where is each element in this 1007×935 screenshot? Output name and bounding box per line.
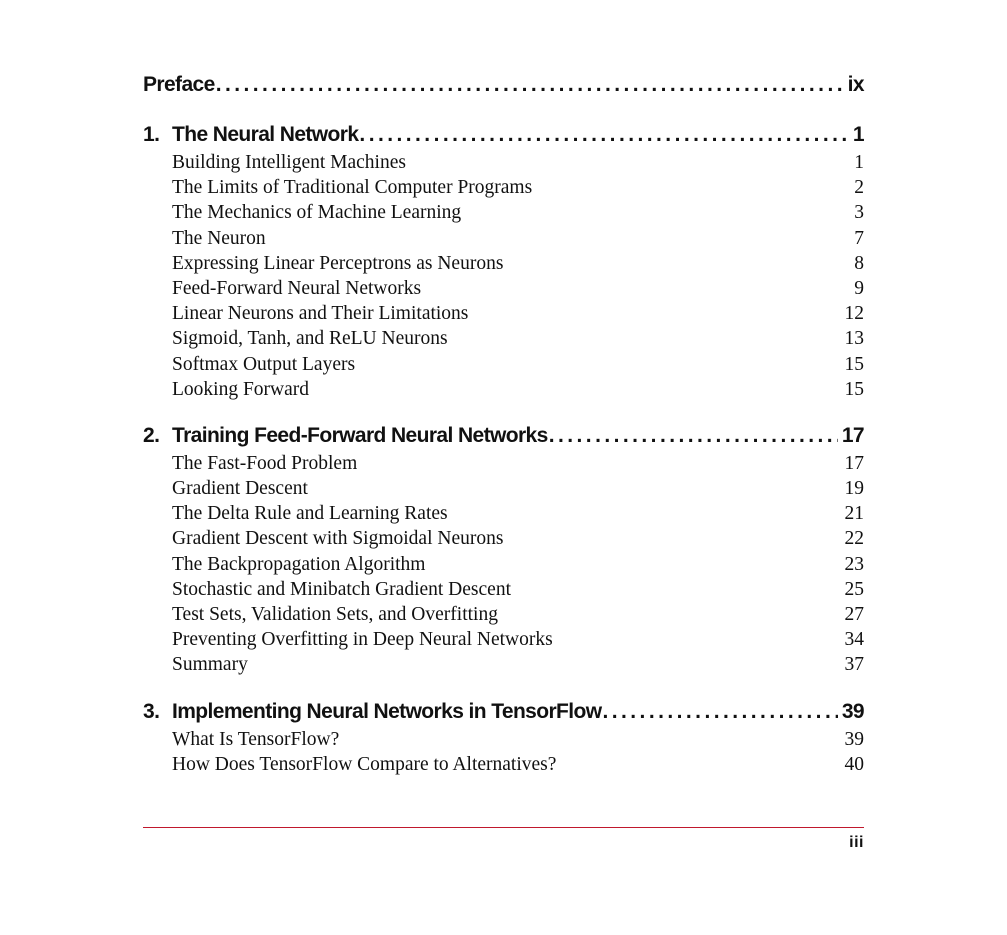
chapter-title: Training Feed-Forward Neural Networks bbox=[172, 423, 548, 447]
section-page: 27 bbox=[844, 604, 864, 625]
section-title: Summary bbox=[172, 654, 248, 676]
section-page: 39 bbox=[844, 728, 864, 750]
section-title: Linear Neurons and Their Limitations bbox=[172, 303, 469, 325]
chapter-entry[interactable] bbox=[143, 421, 864, 451]
section-entry[interactable] bbox=[172, 326, 864, 351]
section-entry[interactable] bbox=[172, 226, 864, 251]
section-title: Building Intelligent Machines bbox=[172, 152, 406, 173]
section-page: 15 bbox=[844, 353, 864, 375]
section-page: 19 bbox=[844, 478, 864, 500]
section-page: 21 bbox=[844, 503, 864, 525]
section-page: 13 bbox=[844, 328, 864, 350]
section-entry[interactable] bbox=[172, 526, 864, 551]
section-page: 9 bbox=[854, 277, 864, 299]
preface-entry[interactable] bbox=[143, 70, 864, 100]
chapter-page: 39 bbox=[841, 699, 864, 723]
dot-leader bbox=[359, 120, 848, 150]
section-page: 17 bbox=[844, 452, 864, 474]
section-entry[interactable] bbox=[172, 377, 864, 402]
section-entry[interactable] bbox=[172, 150, 864, 175]
section-entry[interactable] bbox=[172, 200, 864, 225]
section-entry[interactable] bbox=[172, 352, 864, 377]
preface-page: ix bbox=[847, 73, 864, 96]
section-page: 15 bbox=[844, 378, 864, 400]
chapter-title: Implementing Neural Networks in TensorFlow bbox=[172, 699, 602, 723]
section-page: 37 bbox=[844, 654, 864, 676]
section-entry[interactable] bbox=[172, 175, 864, 200]
section-page: 23 bbox=[844, 553, 864, 575]
section-page: 2 bbox=[854, 177, 864, 199]
section-title: Looking Forward bbox=[172, 378, 310, 400]
section-entry[interactable] bbox=[172, 501, 864, 526]
chapter-page: 1 bbox=[852, 123, 864, 146]
section-entry[interactable] bbox=[172, 552, 864, 577]
section-title: The Neuron bbox=[172, 227, 266, 249]
section-page: 7 bbox=[854, 227, 864, 249]
section-title: Test Sets, Validation Sets, and Overfitting bbox=[172, 604, 498, 625]
section-page: 40 bbox=[844, 753, 864, 775]
section-page: 12 bbox=[844, 303, 864, 325]
chapter-entry[interactable] bbox=[143, 697, 864, 727]
dot-leader bbox=[549, 421, 838, 451]
section-title: What Is TensorFlow? bbox=[172, 728, 340, 750]
preface-title: Preface bbox=[143, 73, 215, 96]
section-entry[interactable] bbox=[172, 627, 864, 652]
section-title: The Backpropagation Algorithm bbox=[172, 553, 426, 575]
chapter-block bbox=[143, 421, 864, 678]
section-page: 22 bbox=[844, 528, 864, 550]
section-list bbox=[143, 727, 864, 777]
section-page: 34 bbox=[844, 629, 864, 651]
table-of-contents bbox=[143, 70, 864, 796]
section-entry[interactable] bbox=[172, 727, 864, 752]
section-entry[interactable] bbox=[172, 652, 864, 677]
section-list bbox=[143, 451, 864, 678]
section-entry[interactable] bbox=[172, 451, 864, 476]
section-page: 1 bbox=[854, 152, 864, 173]
section-title: The Delta Rule and Learning Rates bbox=[172, 503, 448, 525]
section-title: Gradient Descent with Sigmoidal Neurons bbox=[172, 528, 504, 550]
section-entry[interactable] bbox=[172, 251, 864, 276]
chapter-number: 3. bbox=[143, 699, 160, 723]
section-title: Softmax Output Layers bbox=[172, 353, 356, 375]
section-title: Feed-Forward Neural Networks bbox=[172, 277, 422, 299]
chapter-block bbox=[143, 697, 864, 777]
section-entry[interactable] bbox=[172, 752, 864, 777]
section-entry[interactable] bbox=[172, 577, 864, 602]
section-title: The Limits of Traditional Computer Programs bbox=[172, 177, 533, 199]
section-title: Preventing Overfitting in Deep Neural Networks bbox=[172, 629, 553, 651]
section-title: Gradient Descent bbox=[172, 478, 308, 500]
chapter-number: 2. bbox=[143, 423, 160, 447]
section-title: Stochastic and Minibatch Gradient Descent bbox=[172, 578, 511, 600]
dot-leader bbox=[602, 697, 837, 727]
section-entry[interactable] bbox=[172, 276, 864, 301]
chapter-page: 17 bbox=[841, 423, 864, 447]
dot-leader bbox=[216, 70, 844, 100]
section-entry[interactable] bbox=[172, 476, 864, 501]
chapter-title: The Neural Network bbox=[172, 123, 359, 146]
page-number: iii bbox=[849, 834, 864, 851]
section-title: Sigmoid, Tanh, and ReLU Neurons bbox=[172, 328, 448, 350]
section-page: 3 bbox=[854, 202, 864, 224]
chapter-list bbox=[143, 120, 864, 777]
section-entry[interactable] bbox=[172, 301, 864, 326]
section-title: How Does TensorFlow Compare to Alternatives? bbox=[172, 753, 557, 775]
section-entry[interactable] bbox=[172, 602, 864, 627]
section-title: The Mechanics of Machine Learning bbox=[172, 202, 462, 224]
section-title: The Fast-Food Problem bbox=[172, 452, 358, 474]
footer-rule bbox=[143, 827, 864, 828]
chapter-number: 1. bbox=[143, 123, 160, 146]
section-page: 25 bbox=[844, 578, 864, 600]
chapter-entry[interactable] bbox=[143, 120, 864, 150]
section-title: Expressing Linear Perceptrons as Neurons bbox=[172, 252, 504, 274]
section-page: 8 bbox=[854, 252, 864, 274]
section-list bbox=[143, 150, 864, 402]
chapter-block bbox=[143, 120, 864, 402]
